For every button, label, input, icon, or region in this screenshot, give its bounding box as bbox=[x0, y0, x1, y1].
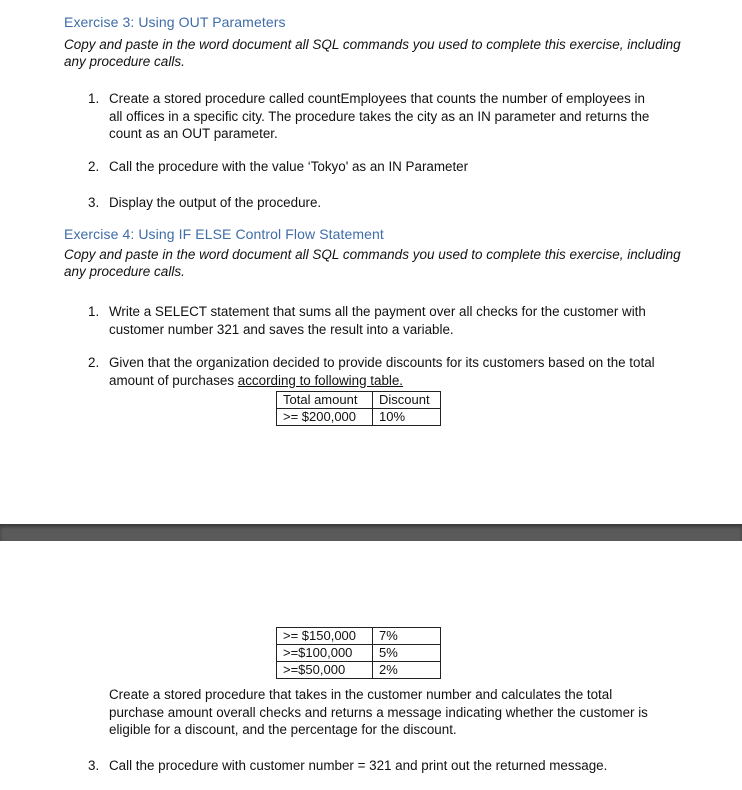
list-text: Create a stored procedure called countEmployees that counts the number of employees in all offices in a specific city. The procedure takes the city as an IN parameter and returns the count as an OUT parameter. bbox=[109, 91, 650, 141]
table-cell-discount: 5% bbox=[373, 645, 441, 662]
exercise-4-item-2-continuation: Create a stored procedure that takes in the customer number and calculates the total purchase amount overall checks and returns a message indicating whether the customer is eligible for a discount, and the percentage for the discount. bbox=[109, 687, 648, 737]
list-number: 2. bbox=[88, 159, 100, 174]
table-row bbox=[277, 628, 441, 645]
table-cell-amount: >= $150,000 bbox=[277, 628, 373, 645]
list-number: 3. bbox=[88, 758, 100, 773]
list-number: 2. bbox=[88, 355, 100, 370]
exercise-4-item-3 bbox=[88, 757, 658, 775]
table-cell-amount: >= $200,000 bbox=[277, 409, 373, 426]
item-2-text: Given that the organization decided to provide discounts for its customers based on the total amount of purchases bbox=[109, 355, 655, 388]
table-header-total-amount: Total amount bbox=[277, 392, 373, 409]
list-text: Display the output of the procedure. bbox=[109, 195, 322, 210]
exercise-4-instruction: Copy and paste in the word document all SQL commands you used to complete this exercise, including any procedure calls. bbox=[64, 247, 681, 279]
exercise-3-item-3 bbox=[88, 194, 658, 212]
discount-table-top bbox=[276, 391, 441, 426]
table-cell-discount: 2% bbox=[373, 662, 441, 679]
list-text: Write a SELECT statement that sums all the payment over all checks for the customer with customer number 321 and saves the result into a variable. bbox=[109, 304, 646, 337]
table-header-row bbox=[277, 392, 441, 409]
exercise-4-item-2 bbox=[88, 354, 658, 389]
exercise-3-item-1 bbox=[88, 90, 658, 143]
table-row bbox=[277, 645, 441, 662]
discount-table-bottom bbox=[276, 627, 441, 679]
exercise-3-instruction: Copy and paste in the word document all SQL commands you used to complete this exercise, including any procedure calls. bbox=[64, 37, 681, 69]
page-separator bbox=[0, 524, 742, 541]
document-page-2 bbox=[0, 541, 742, 790]
table-cell-amount: >=$50,000 bbox=[277, 662, 373, 679]
list-text: Call the procedure with customer number = 321 and print out the returned message. bbox=[109, 758, 608, 773]
list-number: 1. bbox=[88, 91, 100, 106]
exercise-3-item-2 bbox=[88, 158, 658, 176]
exercise-3-heading: Exercise 3: Using OUT Parameters bbox=[64, 14, 286, 30]
list-text bbox=[109, 354, 658, 389]
table-cell-amount: >=$100,000 bbox=[277, 645, 373, 662]
table-row bbox=[277, 662, 441, 679]
table-header-discount: Discount bbox=[373, 392, 441, 409]
item-2-underlined-text: according to following table. bbox=[237, 372, 404, 388]
table-cell-discount: 10% bbox=[373, 409, 441, 426]
table-cell-discount: 7% bbox=[373, 628, 441, 645]
list-number: 3. bbox=[88, 195, 100, 210]
list-number: 1. bbox=[88, 304, 100, 319]
exercise-4-item-1 bbox=[88, 303, 658, 338]
table-row bbox=[277, 409, 441, 426]
exercise-4-heading: Exercise 4: Using IF ELSE Control Flow Statement bbox=[64, 226, 384, 242]
list-text: Call the procedure with the value ‘Tokyo' as an IN Parameter bbox=[109, 159, 469, 174]
